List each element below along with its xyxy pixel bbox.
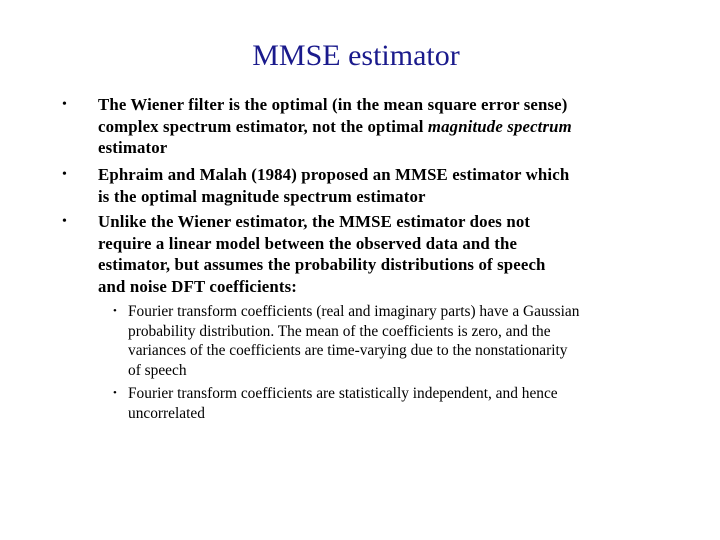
bullet-3-text	[98, 211, 668, 297]
sub-bullet-2-line-2: uncorrelated	[128, 404, 205, 422]
sub-bullet-1-line-2: probability distribution. The mean of the coefficients is zero, and the	[128, 322, 551, 340]
sub-bullet-1-text	[128, 302, 688, 380]
bullet-marker: •	[62, 167, 67, 182]
sub-bullet-marker: •	[113, 387, 117, 399]
bullet-3-line-2: require a linear model between the observed data and the	[98, 233, 518, 253]
bullet-1-text	[98, 94, 668, 159]
bullet-1-emphasis: magnitude spectrum	[427, 116, 572, 136]
sub-bullet-1-line-1: Fourier transform coefficients (real and imaginary parts) have a Gaussian	[128, 303, 580, 320]
sub-bullet-marker: •	[113, 305, 117, 317]
bullet-2-line-2: is the optimal magnitude spectrum estimator	[98, 186, 426, 206]
sub-bullet-2-line-1: Fourier transform coefficients are statistically independent, and hence	[128, 385, 558, 402]
bullet-1-line-2	[98, 116, 668, 138]
bullet-marker: •	[62, 214, 67, 229]
bullet-2-line-1: Ephraim and Malah (1984) proposed an MMSE estimator which	[98, 165, 570, 184]
sub-bullet-1-line-3: variances of the coefficients are time-varying due to the nonstationarity	[128, 342, 568, 359]
bullet-2-text	[98, 164, 668, 207]
sub-bullet-2-text	[128, 384, 688, 423]
bullet-3-line-1: Unlike the Wiener estimator, the MMSE estimator does not	[98, 212, 531, 231]
sub-bullet-1-line-4: of speech	[128, 361, 187, 379]
bullet-1-line-2-start: complex spectrum estimator, not the optimal	[98, 116, 428, 136]
bullet-1-line-3: estimator	[98, 138, 168, 158]
bullet-marker: •	[62, 97, 67, 112]
bullet-3-line-3: estimator, but assumes the probability distributions of speech	[98, 255, 546, 275]
bullet-3-line-4: and noise DFT coefficients:	[98, 276, 298, 296]
bullet-1-line-1: The Wiener filter is the optimal (in the mean square error sense)	[98, 95, 568, 114]
slide-title: MMSE estimator	[252, 39, 460, 72]
